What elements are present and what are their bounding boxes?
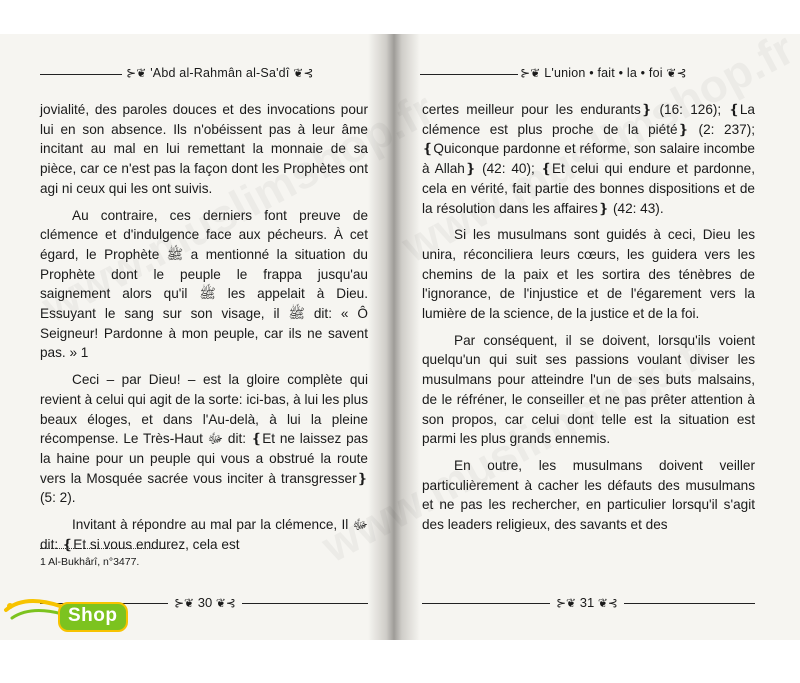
paragraph: En outre, les musulmans doivent veiller particulièrement à cacher les défauts des musulmans et ne pas les rechercher, en particulier lorsqu'il s'agit des leaders religieux, des savants et des xyxy=(422,457,755,533)
paragraph: Au contraire, ces derniers font preuve de clémence et d'indulgence face aux pécheurs. À cet égard, le Prophète ﷺ a mentionné la situation du Prophète dont le peuple le frappa jusqu'au saignement alors qu'il ﷺ les appelait à Dieu. Essuyant le sang sur son visage, il ﷺ dit: « Ô Seigneur! Pardonne à mon peuple, car ils ne savent pas. » 1 xyxy=(40,207,368,361)
paragraph: jovialité, des paroles douces et des invocations pour lui en son absence. Ils n'obéissent pas à leur âme incitant au mal en lui remettant la monnaie de sa pièce, car ce n'est pas la façon dont les Prophètes ont agi ni ceux qui les ont suivis. xyxy=(40,102,368,196)
ornament-icon: ⊱❦ xyxy=(174,596,195,610)
page-number-value: 30 xyxy=(197,595,213,610)
ornament-icon: ❦⊰ xyxy=(597,596,618,610)
right-page xyxy=(410,34,800,640)
header-title: 'Abd al-Rahmân al-Sa'dî xyxy=(150,66,290,80)
ornament-icon: ❦⊰ xyxy=(666,66,687,80)
footnote: 1 Al-Bukhârî, n°3477. xyxy=(40,556,140,568)
ornament-icon: ⊱❦ xyxy=(126,66,147,80)
ornament-icon: ❦⊰ xyxy=(293,66,314,80)
shop-logo xyxy=(2,596,132,636)
header-rule xyxy=(40,74,122,75)
left-page xyxy=(0,34,380,640)
paragraph: Ceci – par Dieu! – est la gloire complète qui revient à celui qui agit de la sorte: ici-bas, à lui les plus beaux éloges, et dans l'Au-delà, à lui la pleine récompense. Le Très-Haut ﷻ dit: ❴Et ne laissez pas la haine pour un peuple qui vous a obstrué la route vers la Mosquée sacrée vous inciter à transgresser❵ (5: 2). xyxy=(40,372,368,506)
paragraph: Si les musulmans sont guidés à ceci, Dieu les unira, réconciliera leurs cœurs, les guidera vers les chemins de la paix et les sortira des ténèbres de l'ignorance, de l'injustice et de l'égarement vers la lumière de la science, de la justice et de la foi. xyxy=(422,227,755,322)
header-rule xyxy=(420,74,518,75)
page-number xyxy=(550,595,624,610)
ornament-icon: ⊱❦ xyxy=(520,66,541,80)
page-number-value: 31 xyxy=(579,595,595,610)
body-text xyxy=(422,100,755,535)
header-title: L'union • fait • la • foi xyxy=(544,66,663,80)
running-header xyxy=(520,66,687,80)
ornament-icon: ❦⊰ xyxy=(215,596,236,610)
page-number xyxy=(168,595,242,610)
logo-text: Shop xyxy=(58,602,128,632)
ornament-icon: ⊱❦ xyxy=(556,596,577,610)
footnote-rule xyxy=(40,548,170,549)
paragraph: certes meilleur pour les endurants❵ (16: 126); ❴La clémence est plus proche de la piété❵ (2: 237); ❴Quiconque pardonne et réforme, son salaire incombe à Allah❵ (42: 40); ❴Et celui qui endure et pardonne, cela en vérité, fait partie des bonnes dispositions et de la résolution dans les affaires❵ (42: 43). xyxy=(422,102,755,216)
running-header xyxy=(126,66,314,80)
paragraph: Invitant à répondre au mal par la clémence, Il ﷻ dit: ❴Et si vous endurez, cela est xyxy=(40,517,368,552)
paragraph: Par conséquent, il se doivent, lorsqu'ils voient quelqu'un qui suit ses passions voulant diviser les musulmans pour atteindre l'un de ses buts malsains, de le réfréner, le conseiller et ne pas prêter attention à son propos, car celui dont telle est la situation est parmi les plus grands ennemis. xyxy=(422,332,755,447)
body-text xyxy=(40,100,368,554)
